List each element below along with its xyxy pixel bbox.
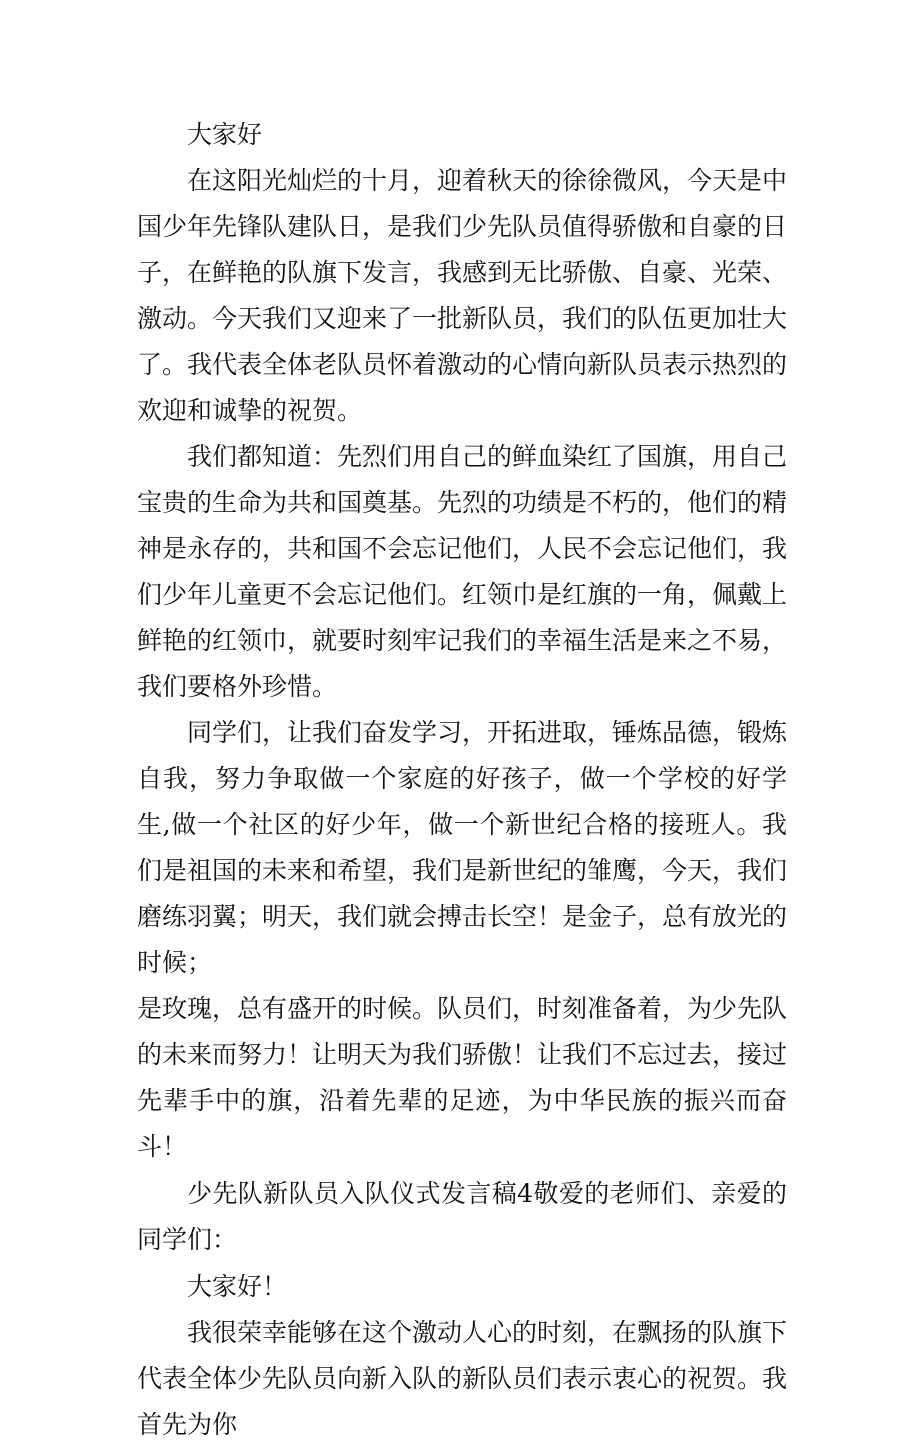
paragraph-classmates: 同学们，让我们奋发学习，开拓进取，锤炼品德，锻炼自我，努力争取做一个家庭的好孩子，做一个学校的好学生,做一个社区的好少年，做一个新世纪合格的接班人。我们是祖国的未来和希望，我们是新世纪的雏鹰，今天，我们磨练羽翼；明天，我们就会搏击长空！是金子，总有放光的时候； — [137, 718, 788, 977]
paragraph-greeting: 大家好 — [187, 120, 263, 149]
paragraph-rose: 是玫瑰，总有盛开的时候。队员们，时刻准备着，为少先队的未来而努力！让明天为我们骄傲！让我们不忘过去，接过先辈手中的旗，沿着先辈的足迹，为中华民族的振兴而奋斗！ — [137, 994, 788, 1161]
paragraph-speech-title: 少先队新队员入队仪式发言稿4敬爱的老师们、亲爱的同学们： — [137, 1179, 787, 1254]
paragraph-martyrs: 我们都知道：先烈们用自己的鲜血染红了国旗，用自己宝贵的生命为共和国奠基。先烈的功绩是不朽的，他们的精神是永存的，共和国不会忘记他们，人民不会忘记他们，我们少年儿童更不会忘记他们。红领巾是红旗的一角，佩戴上鲜艳的红领巾，就要时刻牢记我们的幸福生活是来之不易，我们要格外珍惜。 — [137, 442, 788, 701]
paragraph-honored: 我很荣幸能够在这个激动人心的时刻，在飘扬的队旗下代表全体少先队员向新入队的新队员们表示衷心的祝贺。我首先为你 — [137, 1318, 788, 1439]
paragraph-intro: 在这阳光灿烂的十月，迎着秋天的徐徐微风，今天是中国少年先锋队建队日，是我们少先队员值得骄傲和自豪的日子，在鲜艳的队旗下发言，我感到无比骄傲、自豪、光荣、激动。今天我们又迎来了一批新队员，我们的队伍更加壮大了。我代表全体老队员怀着激动的心情向新队员表示热烈的欢迎和诚挚的祝贺。 — [137, 166, 788, 425]
document-body — [137, 112, 787, 1448]
paragraph-greeting-second: 大家好！ — [187, 1272, 288, 1301]
